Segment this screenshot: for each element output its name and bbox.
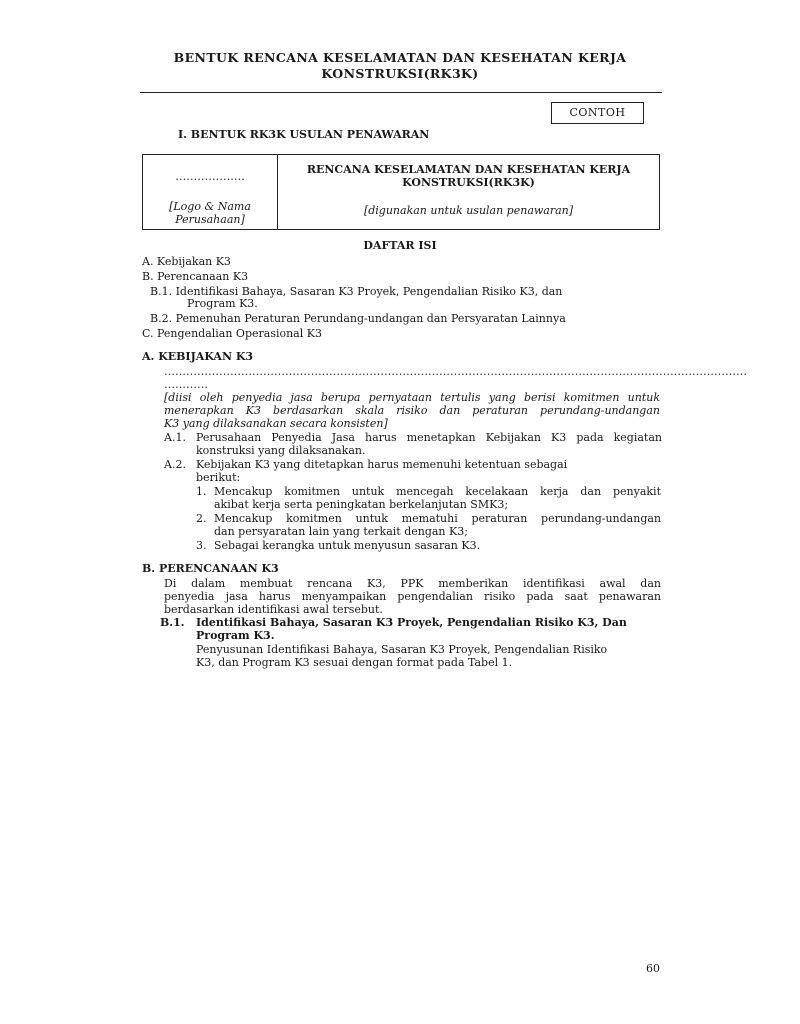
section-a-note-line2: menerapkan K3 berdasarkan skala risiko dan peraturan perundang-undangan [164,404,660,417]
b1-label: B.1. [160,616,185,629]
form-title-line2: KONSTRUKSI(RK3K) [402,176,535,189]
a1-text-line2: konstruksi yang dilaksanakan. [196,444,366,457]
b1-para-line1: Penyusunan Identifikasi Bahaya, Sasaran K3 Proyek, Pengendalian Risiko [196,643,608,656]
a2-text-line1: Kebijakan K3 yang ditetapkan harus memenuhi ketentuan sebagai [196,458,568,471]
toc-item-b2: B.2. Pemenuhan Peraturan Perundang-undangan dan Persyaratan Lainnya [150,312,566,325]
a2-text-line2: berikut: [196,471,241,484]
title-cell [278,155,659,229]
a2-item-2-num: 2. [196,512,207,525]
a2-item-2-line2: dan persyaratan lain yang terkait dengan K3; [214,525,468,538]
a2-label: A.2. [164,458,186,471]
form-note: [digunakan untuk usulan penawaran] [363,204,574,217]
logo-dots: ………………. [175,170,245,183]
toc-item-c: C. Pengendalian Operasional K3 [142,327,322,340]
section-b-para-line2: penyedia jasa harus menyampaikan pengendalian risiko pada saat penawaran [164,590,661,603]
a2-item-3-line1: Sebagai kerangka untuk menyusun sasaran K3. [214,539,481,552]
section-a-dots-line1: …………………………………………………………………………………………………………………………………………… [164,365,747,378]
toc-heading: DAFTAR ISI [363,239,437,252]
section-a-dots-line2: ………… [164,378,208,391]
toc-item-b1-line1: B.1. Identifikasi Bahaya, Sasaran K3 Proyek, Pengendalian Risiko K3, dan [150,285,563,298]
b1-heading-line1: Identifikasi Bahaya, Sasaran K3 Proyek, Pengendalian Risiko K3, Dan [196,616,627,629]
section-i-heading: I. BENTUK RK3K USULAN PENAWARAN [178,128,430,141]
b1-para-line2: K3, dan Program K3 sesuai dengan format pada Tabel 1. [196,656,513,669]
a2-item-1-line1: Mencakup komitmen untuk mencegah kecelakaan kerja dan penyakit [214,485,661,498]
section-b-para-line1: Di dalam membuat rencana K3, PPK memberikan identifikasi awal dan [164,577,661,590]
document-title-line1: BENTUK RENCANA KESELAMATAN DAN KESEHATAN KERJA [173,50,627,65]
toc-item-a: A. Kebijakan K3 [142,255,231,268]
title-divider [140,92,662,93]
contoh-badge: CONTOH [551,102,644,124]
section-a-heading: A. KEBIJAKAN K3 [142,350,254,363]
section-b-para-line3: berdasarkan identifikasi awal tersebut. [164,603,383,616]
a2-item-1-line2: akibat kerja serta peningkatan berkelanjutan SMK3; [214,498,509,511]
form-table [142,154,660,230]
logo-cell [143,155,278,229]
logo-label-line1: [Logo & Nama [169,200,251,213]
page-number: 60 [646,962,660,975]
a1-label: A.1. [164,431,186,444]
a2-item-3-num: 3. [196,539,207,552]
logo-label-line2: Perusahaan] [175,213,245,226]
a2-item-1-num: 1. [196,485,207,498]
toc-item-b1-line2: Program K3. [187,297,258,310]
form-title-line1: RENCANA KESELAMATAN DAN KESEHATAN KERJA [306,163,631,176]
section-b-heading: B. PERENCANAAN K3 [142,562,279,575]
toc-item-b: B. Perencanaan K3 [142,270,249,283]
section-a-note-line1: [diisi oleh penyedia jasa berupa pernyataan tertulis yang berisi komitmen untuk [164,391,660,404]
b1-heading-line2: Program K3. [196,629,275,642]
a1-text-line1: Perusahaan Penyedia Jasa harus menetapkan Kebijakan K3 pada kegiatan [196,431,662,444]
section-a-note-line3: K3 yang dilaksanakan secara konsisten] [164,417,388,430]
document-title-line2: KONSTRUKSI(RK3K) [321,66,479,81]
a2-item-2-line1: Mencakup komitmen untuk mematuhi peraturan perundang-undangan [214,512,661,525]
